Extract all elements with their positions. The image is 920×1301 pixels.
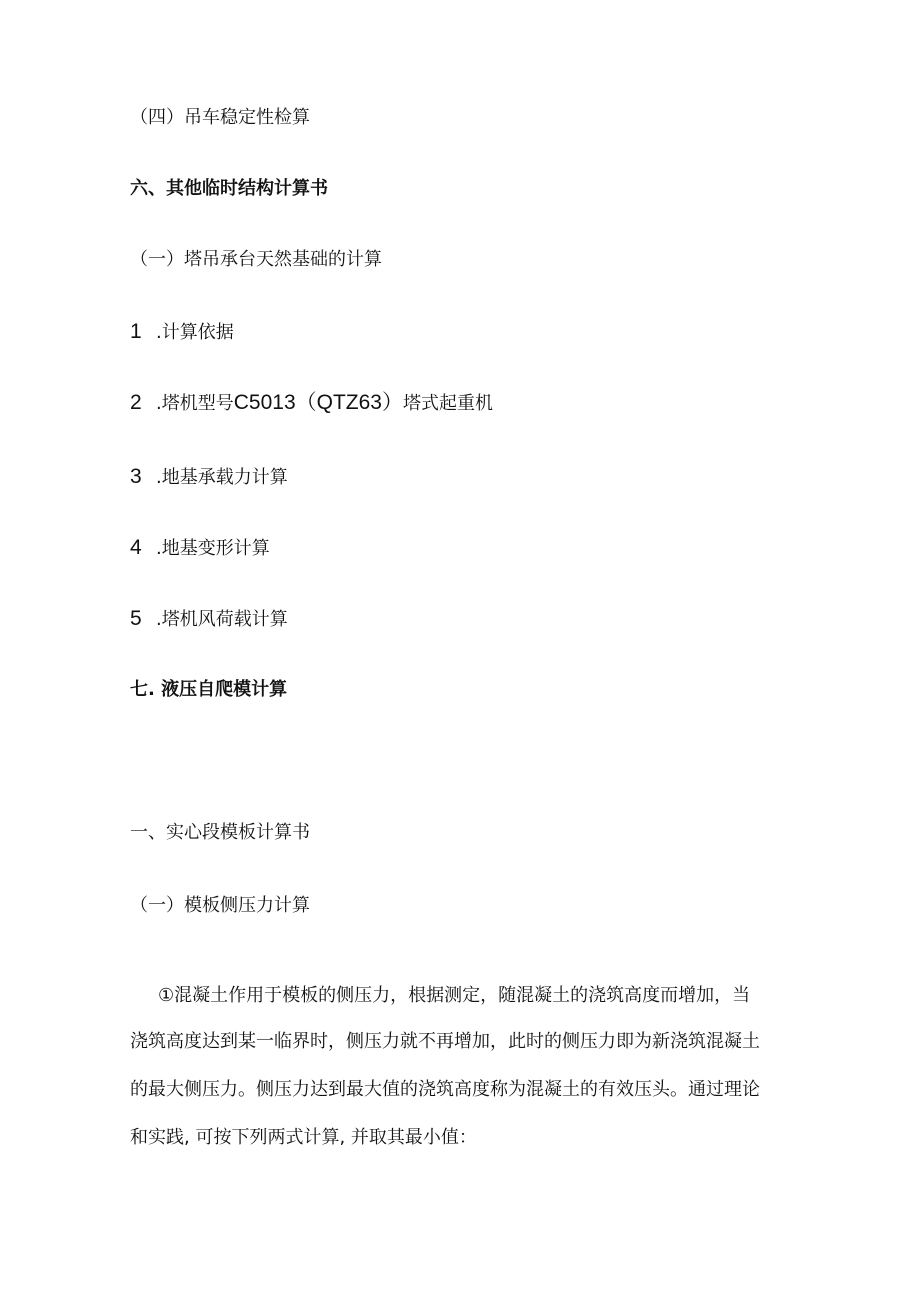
paragraph-line-1: ①混凝土作用于模板的侧压力，根据测定，随混凝土的浇筑高度而增加，当 bbox=[158, 985, 751, 1006]
list-item-text: .地基承载力计算 bbox=[156, 467, 288, 488]
paragraph-line-3: 的最大侧压力。侧压力达到最大值的浇筑高度称为混凝土的有效压头。通过理论 bbox=[130, 1079, 760, 1100]
heading-crane-stability: （四）吊车稳定性检算 bbox=[130, 107, 310, 128]
list-item-text: .地基变形计算 bbox=[156, 538, 270, 559]
paragraph-line-2: 浇筑高度达到某一临界时，侧压力就不再增加，此时的侧压力即为新浇筑混凝土 bbox=[130, 1031, 760, 1052]
list-item-number: 2 bbox=[130, 391, 142, 414]
heading-side-pressure: （一）模板侧压力计算 bbox=[130, 895, 310, 916]
heading-tower-foundation: （一）塔吊承台天然基础的计算 bbox=[130, 249, 382, 270]
list-item-text: .计算依据 bbox=[156, 322, 234, 343]
list-item-3 bbox=[130, 465, 288, 490]
list-item-text: .塔机风荷载计算 bbox=[156, 609, 288, 630]
list-item-4 bbox=[130, 536, 270, 561]
list-item-number: 4 bbox=[130, 536, 142, 559]
crane-model: C5013（QTZ63） bbox=[233, 391, 403, 414]
list-item-1 bbox=[130, 320, 234, 345]
list-item-number: 1 bbox=[130, 320, 142, 343]
paragraph-line-4: 和实践, 可按下列两式计算, 并取其最小值： bbox=[130, 1127, 477, 1148]
list-item-number: 5 bbox=[130, 607, 142, 630]
heading-section-six: 六、其他临时结构计算书 bbox=[130, 178, 328, 199]
list-item-text: .塔机型号 bbox=[156, 393, 234, 414]
list-item-5 bbox=[130, 607, 288, 632]
heading-section-seven: 七. 液压自爬模计算 bbox=[130, 679, 288, 700]
list-item-text-suffix: 塔式起重机 bbox=[402, 393, 493, 414]
heading-solid-section: 一、实心段模板计算书 bbox=[130, 822, 310, 843]
list-item-number: 3 bbox=[130, 465, 142, 488]
list-item-2 bbox=[130, 391, 493, 416]
